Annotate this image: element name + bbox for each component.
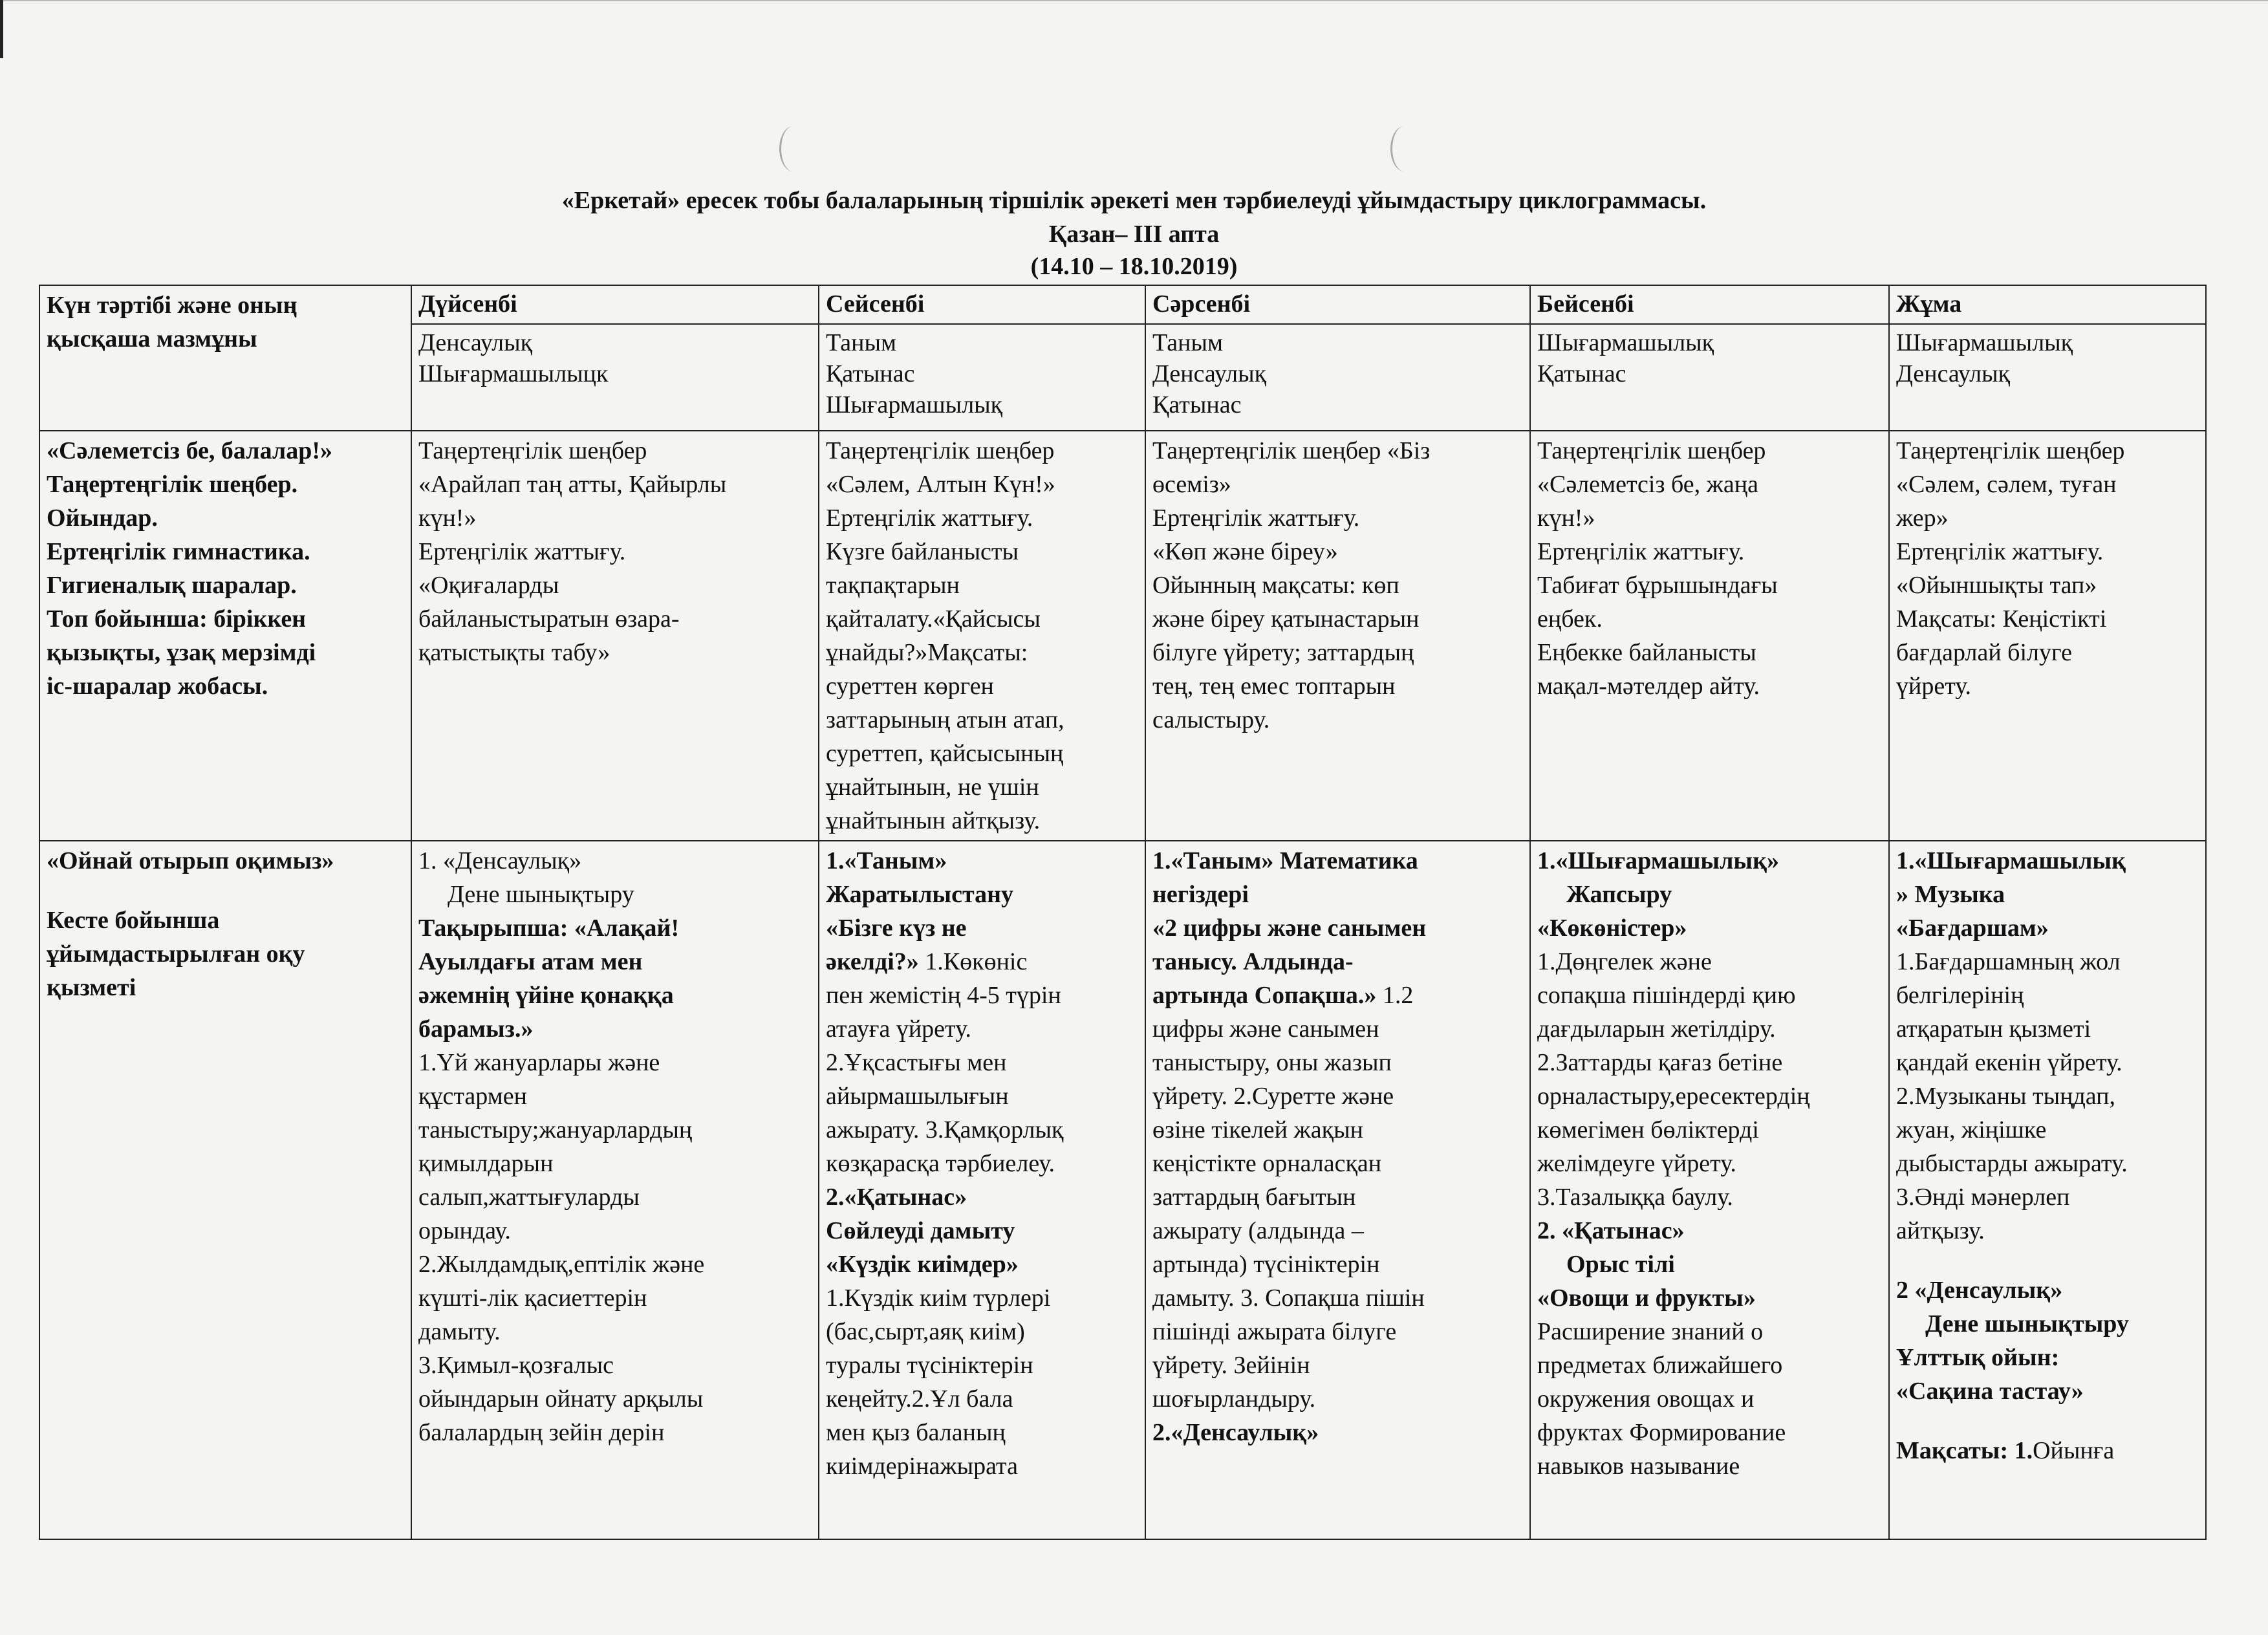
cell-line: 1.Үй жануарлары және [418,1049,660,1076]
cell-line: негіздері [1152,881,1249,908]
cell-line: навыков называние [1537,1453,1740,1480]
lessons-wednesday [1145,841,1530,1539]
cell-line: пен жемістің 4-5 түрін [826,982,1061,1009]
cell-line: дамыту. [418,1318,501,1345]
area-label: Шығармашылық [1896,329,2073,356]
cell-line: орналастыру,ересектердің [1537,1083,1810,1110]
cell-line: Ертеңгілік жаттығу. [826,504,1033,532]
cell-line: Ауылдағы атам мен [418,948,643,975]
area-label: Таным [1152,329,1224,356]
area-label: Шығармашылық [826,391,1003,418]
cell-line: мен қыз баланың [826,1419,1006,1446]
area-label: Денсаулық [1896,360,2011,387]
cell-line: Ертеңгілік жаттығу. [418,538,626,565]
row-head-line: «Сәлеметсіз бе, балалар!» [47,437,333,464]
cell-line: дыбыстарды ажырату. [1896,1150,2128,1177]
day-wednesday: Сәрсенбі [1145,285,1530,324]
punch-hole-mark [779,126,807,171]
cell-line: құстармен [418,1083,527,1110]
cell-line: цифры және санымен [1152,1015,1379,1043]
cell-line: «Сәлем, Алтын Күн!» [826,471,1055,498]
cell-line: айтқызу. [1896,1217,1985,1244]
cell-line: орындау. [418,1217,511,1244]
cell-line: белгілерінің [1896,982,2024,1009]
cell-line: Жапсыру [1566,881,1672,908]
cell-line: «Арайлап таң атты, Қайырлы [418,471,727,498]
cell-line: туралы түсініктерін [826,1352,1033,1379]
cell-line: 1.Дөңгелек және [1537,948,1712,975]
area-label: Қатынас [1152,391,1242,418]
cell-line: Таңертеңгілік шеңбер [826,437,1055,464]
cell-line: 2.Заттарды қағаз бетіне [1537,1049,1783,1076]
areas-friday [1889,324,2206,431]
cell-fragment: әкелді?» [826,948,919,975]
cell-line: кеңістікте орналасқан [1152,1150,1382,1177]
cell-line: заттардың бағытын [1152,1184,1356,1211]
cell-line: Табиғат бұрышындағы [1537,572,1778,599]
cell-line: Еңбекке байланысты [1537,639,1756,666]
cell-line: ажырату (алдында – [1152,1217,1364,1244]
cell-line: Дене шынықтыру [448,881,634,908]
cell-line: «Ойыншықты тап» [1896,572,2097,599]
corner-line: қысқаша мазмұны [47,325,257,352]
cell-line: суреттеп, қайсысының [826,740,1064,767]
cell-line: ұнайды?»Мақсаты: [826,639,1028,666]
cell-line: Орыс тілі [1566,1251,1675,1278]
cell-line: ұнайтынын айтқызу. [826,807,1041,834]
cyclogram-table [39,285,2207,1540]
row-head-line: Топ бойынша: біріккен [47,605,307,633]
cell-line: 3.Әнді мәнерлеп [1896,1184,2070,1211]
cell-line: өзіне тікелей жақын [1152,1116,1363,1143]
cell-line: 1.Күздік киім түрлері [826,1284,1051,1312]
cell-line: кеңейту.2.Ұл бала [826,1385,1013,1413]
row-head-morning [39,431,411,841]
corner-line: Күн тәртібі және оның [47,292,297,319]
morning-monday [411,431,819,841]
area-label: Қатынас [826,360,915,387]
cell-line: 1.Бағдаршамның жол [1896,948,2121,975]
cell-line: (бас,сырт,аяқ киім) [826,1318,1025,1345]
morning-wednesday [1145,431,1530,841]
cell-line: атқаратын қызметі [1896,1015,2091,1043]
cell-line: ажырату. 3.Қамқорлық [826,1116,1064,1143]
cell-line: Ұлттық ойын: [1896,1344,2060,1371]
month-week: Қазан– ІІІ апта [1048,221,1220,248]
cell-line: 2.Ұқсастығы мен [826,1049,1007,1076]
cell-line: окружения овощах и [1537,1385,1755,1413]
cell-line: мақал-мәтелдер айту. [1537,673,1760,700]
lessons-friday [1889,841,2206,1539]
areas-thursday [1530,324,1889,431]
cell-line: Мақсаты: Кеңістікті [1896,605,2107,633]
row-head-line: қызметі [47,974,136,1001]
cell-line: желімдеуге үйрету. [1537,1150,1736,1177]
area-label: Таным [826,329,897,356]
cell-line: қатыстықты табу» [418,639,610,666]
spacer [1896,1248,2199,1273]
row-head-line: іс-шаралар жобасы. [47,673,268,700]
cell-line [1152,979,1523,1012]
table-header-row [39,285,2206,324]
cell-line: күн!» [1537,504,1595,532]
row-head-line: Кесте бойынша [47,907,220,934]
morning-thursday [1530,431,1889,841]
cell-line: еңбек. [1537,605,1603,633]
cell-line: таныстыру;жануарлардың [418,1116,693,1143]
areas-tuesday [819,324,1145,431]
cell-line: таныстыру, оны жазып [1152,1049,1392,1076]
scan-edge-top [0,0,2268,1]
area-label: Денсаулық [418,329,533,356]
lessons-thursday [1530,841,1889,1539]
cell-line: 2. «Қатынас» [1537,1217,1685,1244]
cell-line: заттарының атын атап, [826,706,1064,733]
cell-line: «Күздік киімдер» [826,1251,1019,1278]
cell-line: дамыту. 3. Сопақша пішін [1152,1284,1425,1312]
cell-line: және біреу қатынастарын [1152,605,1420,633]
cell-line: Дене шынықтыру [1925,1310,2129,1337]
cell-line: пішінді ажырата білуге [1152,1318,1397,1345]
cell-line: Ертеңгілік жаттығу. [1537,538,1745,565]
cell-line: айырмашылығын [826,1083,1009,1110]
cell-line: 2.«Денсаулық» [1152,1419,1319,1446]
cell-line: ойындарын ойнату арқылы [418,1385,704,1413]
cell-line: сопақша пішіндерді қию [1537,982,1796,1009]
cell-line: Таңертеңгілік шеңбер «Біз [1152,437,1431,464]
row-head-line: Гигиеналық шаралар. [47,572,297,599]
cell-line: 1. «Денсаулық» [418,847,582,874]
cell-line: «Бағдаршам» [1896,915,2049,942]
row-head-line: Ойындар. [47,504,158,532]
day-tuesday: Сейсенбі [819,285,1145,324]
spacer [1896,1408,2199,1434]
cell-line: Таңертеңгілік шеңбер [1896,437,2125,464]
regime-column-header [39,285,411,431]
cell-line: көзқарасқа тәрбиелеу. [826,1150,1055,1177]
row-head-line: қызықты, ұзақ мерзімді [47,639,316,666]
cell-line: барамыз.» [418,1015,534,1043]
cell-line: тең, тең емес топтарын [1152,673,1396,700]
cell-line: Күзге байланысты [826,538,1019,565]
cell-line: «Бізге күз не [826,915,967,942]
cell-line: » Музыка [1896,881,2005,908]
row-head-lessons [39,841,411,1539]
cell-line: дағдыларын жетілдіру. [1537,1015,1776,1043]
area-label: Шығармашылық [1537,329,1714,356]
cell-line: Сөйлеуді дамыту [826,1217,1015,1244]
cell-line: Тақырыпша: «Алақай! [418,915,680,942]
cell-line: жуан, жіңішке [1896,1116,2047,1143]
cell-line: 1.«Таным» [826,847,947,874]
cell-line: қандай екенін үйрету. [1896,1049,2122,1076]
table-row-morning [39,431,2206,841]
areas-wednesday [1145,324,1530,431]
cell-line: «2 цифры және санымен [1152,915,1427,942]
cell-line: танысу. Алдында- [1152,948,1354,975]
cell-line: ұнайтынын, не үшін [826,774,1039,801]
cell-line: күн!» [418,504,477,532]
cell-line: Ертеңгілік жаттығу. [1896,538,2104,565]
morning-friday [1889,431,2206,841]
cell-line: күшті-лік қасиеттерін [418,1284,647,1312]
cell-line: шоғырландыру. [1152,1385,1316,1413]
cell-line: «Овощи и фрукты» [1537,1284,1756,1312]
cell-line: салып,жаттығуларды [418,1184,640,1211]
cell-line: көмегімен бөліктерді [1537,1116,1759,1143]
cell-line: үйрету. 2.Суретте және [1152,1083,1394,1110]
day-friday: Жұма [1889,285,2206,324]
lessons-monday [411,841,819,1539]
cell-line: 2.«Қатынас» [826,1184,967,1211]
row-head-line: Ертеңгілік гимнастика. [47,538,310,565]
cell-line: Жаратылыстану [826,881,1013,908]
cell-line: 2 «Денсаулық» [1896,1277,2063,1304]
area-label: Шығармашылыцк [418,360,609,387]
cell-line: білуге үйрету; заттардың [1152,639,1414,666]
area-label: Қатынас [1537,360,1626,387]
cell-fragment: Ойынға [2033,1437,2115,1464]
day-thursday: Бейсенбі [1530,285,1889,324]
cell-line: «Сәлем, сәлем, туған [1896,471,2117,498]
cell-line: артында) түсініктерін [1152,1251,1380,1278]
cell-line: 1.«Таным» Математика [1152,847,1418,874]
cell-line: байланыстыратын өзара- [418,605,680,633]
areas-monday [411,324,819,431]
cell-line: қайталату.«Қайсысы [826,605,1041,633]
spacer [47,878,404,904]
cell-line: 2.Музыканы тыңдап, [1896,1083,2116,1110]
cell-line: фруктах Формирование [1537,1419,1786,1446]
cell-line: «Сәлеметсіз бе, жаңа [1537,471,1758,498]
morning-tuesday [819,431,1145,841]
cell-line: Таңертеңгілік шеңбер [1537,437,1766,464]
cell-line: балалардың зейін дерін [418,1419,665,1446]
cell-line: Ертеңгілік жаттығу. [1152,504,1360,532]
cell-line: «Сақина тастау» [1896,1378,2084,1405]
row-head-line: Таңертеңгілік шеңбер. [47,471,298,498]
document-title: «Еркетай» ересек тобы балаларының тіршілік әрекеті мен тәрбиелеуді ұйымдастыру циклограммасы. [561,187,1707,214]
cell-line [1896,1434,2199,1467]
scan-edge-left [0,0,3,58]
cell-line: әжемнің үйіне қонаққа [418,982,674,1009]
cell-line: Расширение знаний о [1537,1318,1764,1345]
cell-line: 2.Жылдамдық,ептілік және [418,1251,705,1278]
cell-fragment: Мақсаты: 1. [1896,1437,2033,1464]
cell-line: атауға үйрету. [826,1015,971,1043]
punch-hole-mark [1390,126,1418,171]
cell-line: тақпақтарын [826,572,960,599]
cell-line: үйрету. Зейінін [1152,1352,1310,1379]
cell-line: үйрету. [1896,673,1972,700]
cell-line: өсеміз» [1152,471,1231,498]
cell-line: салыстыру. [1152,706,1270,733]
cell-line: бағдарлай білуге [1896,639,2072,666]
cell-line: Таңертеңгілік шеңбер [418,437,647,464]
cell-line: 3.Тазалыққа баулу. [1537,1184,1733,1211]
cell-line: 1.«Шығармашылық [1896,847,2126,874]
table-row-lessons [39,841,2206,1539]
cell-line: суреттен көрген [826,673,994,700]
cell-line: «Оқиғаларды [418,572,559,599]
cell-line [826,945,1138,979]
date-range: (14.10 – 18.10.2019) [1030,253,1238,280]
cell-fragment: 1.Көкөніс [918,948,1028,975]
lessons-tuesday [819,841,1145,1539]
cell-line: киімдерінажырата [826,1453,1018,1480]
cell-line: қимылдарын [418,1150,554,1177]
cell-line: «Көкөністер» [1537,915,1687,942]
day-monday: Дүйсенбі [411,285,819,324]
row-head-line: «Ойнай отырып оқимыз» [47,847,334,874]
row-head-line: ұйымдастырылған оқу [47,940,305,968]
cell-fragment: 1.2 [1376,982,1414,1009]
area-label: Денсаулық [1152,360,1267,387]
cell-line: жер» [1896,504,1949,532]
cell-line: Ойынның мақсаты: көп [1152,572,1399,599]
cell-fragment: артында Сопақша.» [1152,982,1377,1009]
cell-line: предметах ближайшего [1537,1352,1783,1379]
cell-line: 3.Қимыл-қозғалыс [418,1352,614,1379]
cell-line: «Көп және біреу» [1152,538,1338,565]
cell-line: 1.«Шығармашылық» [1537,847,1779,874]
